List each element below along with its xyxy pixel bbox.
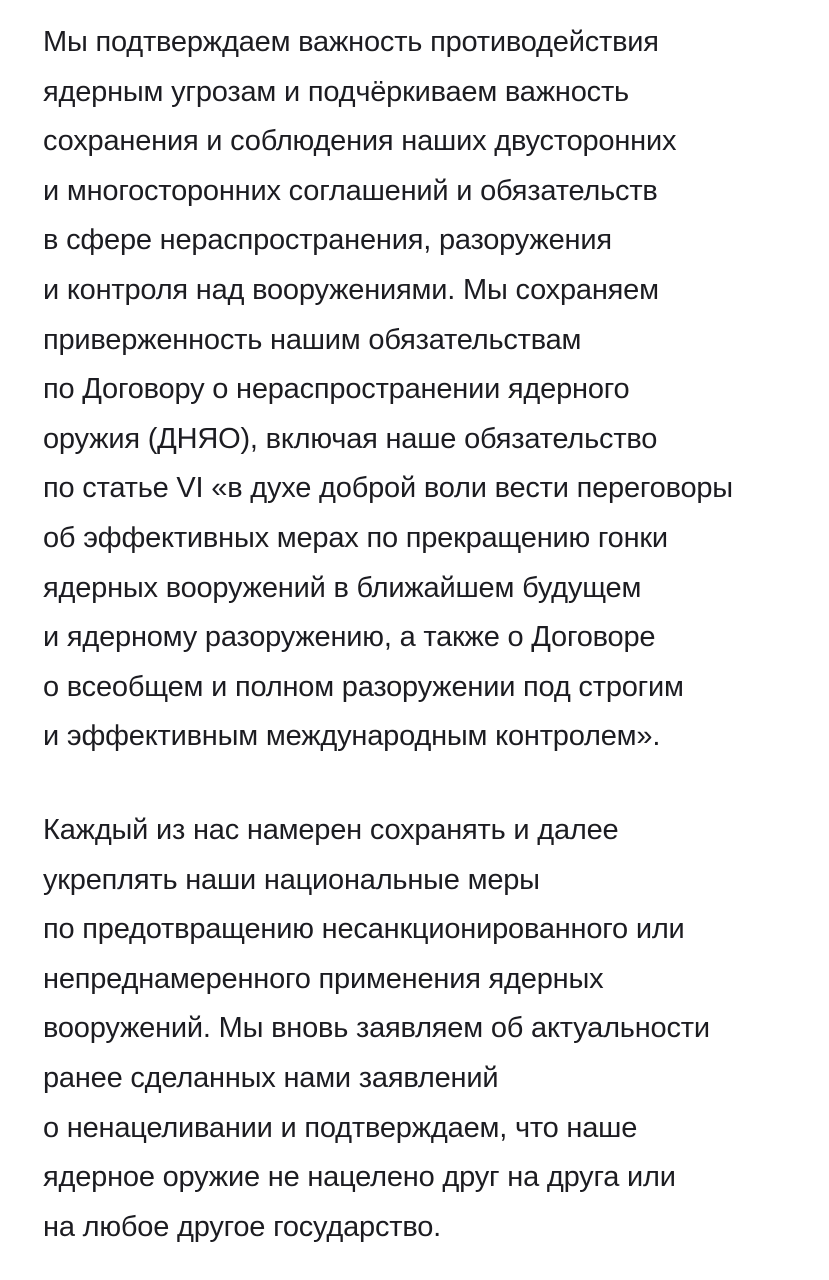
text-line: о ненацеливании и подтверждаем, что наше (43, 1111, 638, 1144)
text-line: Каждый из нас намерен сохранять и далее (43, 814, 619, 846)
paragraph-2 (43, 806, 710, 1252)
text-line: и контроля над вооружениями. Мы сохраняем (43, 273, 659, 306)
text-line: и эффективным международным контролем». (43, 720, 661, 753)
text-line: укреплять наши национальные меры (43, 863, 540, 896)
text-line: и ядерному разоружению, а также о Договоре (43, 621, 656, 654)
text-line: об эффективных мерах по прекращению гонки (43, 521, 668, 554)
text-line: ядерное оружие не нацелено друг на друга или (43, 1161, 676, 1194)
text-line: по предотвращению несанкционированного или (43, 913, 685, 946)
text-line: ранее сделанных нами заявлений (43, 1061, 499, 1094)
text-line: и многосторонних соглашений и обязательств (43, 174, 658, 207)
text-line: о всеобщем и полном разоружении под строгим (43, 670, 684, 703)
text-line: вооружений. Мы вновь заявляем об актуальности (43, 1012, 710, 1045)
text-line: по статье VI «в духе доброй воли вести переговоры (43, 472, 733, 505)
text-line: на любое другое государство. (43, 1210, 442, 1243)
paragraph-1 (43, 18, 733, 762)
text-line: приверженность нашим обязательствам (43, 323, 582, 356)
text-line: в сфере нераспространения, разоружения (43, 224, 612, 257)
text-line: ядерным угрозам и подчёркиваем важность (43, 75, 629, 108)
text-line: сохранения и соблюдения наших двусторонних (43, 125, 677, 158)
text-line: Мы подтверждаем важность противодействия (43, 26, 659, 58)
text-line: по Договору о нераспространении ядерного (43, 373, 630, 406)
text-line: непреднамеренного применения ядерных (43, 962, 604, 995)
text-line: оружия (ДНЯО), включая наше обязательство (43, 422, 658, 455)
text-line: ядерных вооружений в ближайшем будущем (43, 571, 642, 604)
